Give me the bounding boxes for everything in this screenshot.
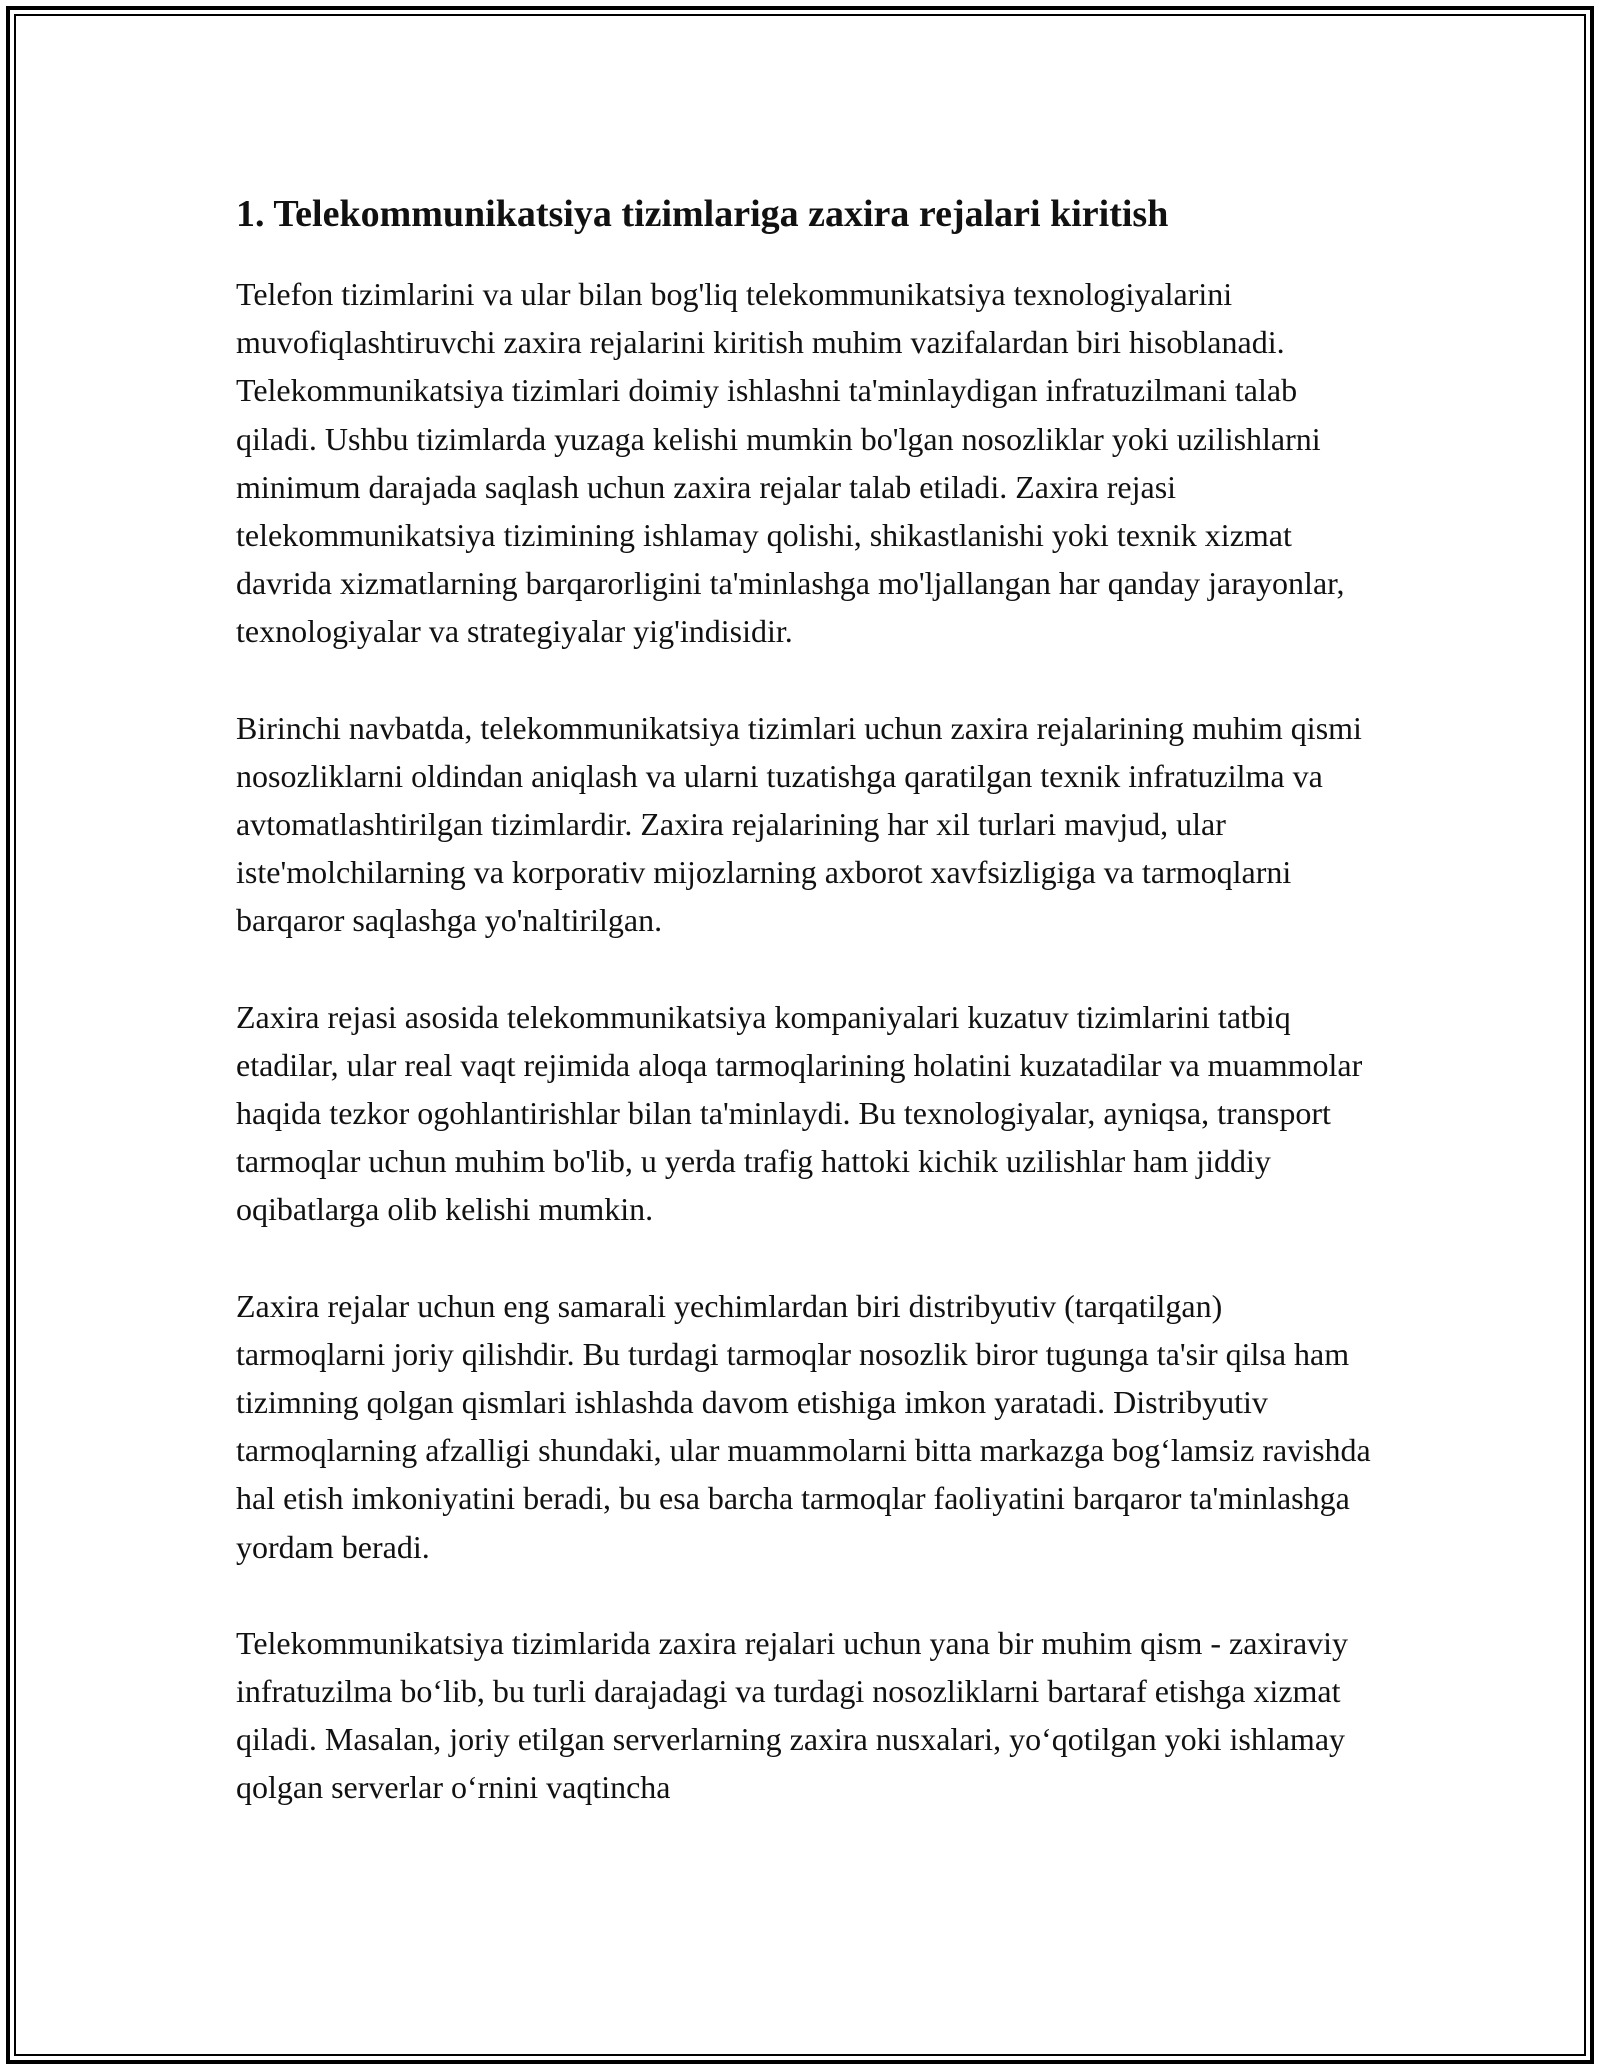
paragraph-5: Telekommunikatsiya tizimlarida zaxira rejalari uchun yana bir muhim qism - zaxiraviy infratuzilma bo‘lib, bu turli darajadagi va turdagi nosozliklarni bartaraf etishga xizmat qiladi. Masalan, joriy etilgan serverlarning zaxira nusxalari, yo‘qotilgan yoki ishlamay qolgan serverlar o‘rnini vaqtincha (236, 1624, 1349, 1806)
document-body (236, 186, 1376, 1860)
section-heading: 1. Telekommunikatsiya tizimlariga zaxira rejalari kiritish (236, 193, 1169, 235)
paragraph-4: Zaxira rejalar uchun eng samarali yechimlardan biri distribyutiv (tarqatilgan) tarmoqlarni joriy qilishdir. Bu turdagi tarmoqlar nosozlik biror tugunga ta'sir qilsa ham tizimning qolgan qismlari ishlashda davom etishiga imkon yaratadi. Distribyutiv tarmoqlarning afzalligi shundaki, ular muammolarni bitta markazga bog‘lamsiz ravishda hal etish imkoniyatini beradi, bu esa barcha tarmoqlar faoliyatini barqaror ta'minlashga yordam beradi. (236, 1287, 1371, 1565)
paragraph-2: Birinchi navbatda, telekommunikatsiya tizimlari uchun zaxira rejalarining muhim qismi nosozliklarni oldindan aniqlash va ularni tuzatishga qaratilgan texnik infratuzilma va avtomatlashtirilgan tizimlardir. Zaxira rejalarining har xil turlari mavjud, ular iste'molchilarning va korporativ mijozlarning axborot xavfsizligiga va tarmoqlarni barqaror saqlashga yo'naltirilgan. (236, 709, 1362, 939)
paragraph-1: Telefon tizimlarini va ular bilan bog'liq telekommunikatsiya texnologiyalarini muvofiqlashtiruvchi zaxira rejalarini kiritish muhim vazifalardan biri hisoblanadi. Telekommunikatsiya tizimlari doimiy ishlashni ta'minlaydigan infratuzilmani talab qiladi. Ushbu tizimlarda yuzaga kelishi mumkin bo'lgan nosozliklar yoki uzilishlarni minimum darajada saqlash uchun zaxira rejalar talab etiladi. Zaxira rejasi telekommunikatsiya tizimining ishlamay qolishi, shikastlanishi yoki texnik xizmat davrida xizmatlarning barqarorligini ta'minlashga mo'ljallangan har qanday jarayonlar, texnologiyalar va strategiyalar yig'indisidir. (236, 276, 1345, 650)
paragraph-3: Zaxira rejasi asosida telekommunikatsiya kompaniyalari kuzatuv tizimlarini tatbiq etadilar, ular real vaqt rejimida aloqa tarmoqlarining holatini kuzatadilar va muammolar haqida tezkor ogohlantirishlar bilan ta'minlaydi. Bu texnologiyalar, ayniqsa, transport tarmoqlar uchun muhim bo'lib, u yerda trafig hattoki kichik uzilishlar ham jiddiy oqibatlarga olib kelishi mumkin. (236, 998, 1363, 1228)
